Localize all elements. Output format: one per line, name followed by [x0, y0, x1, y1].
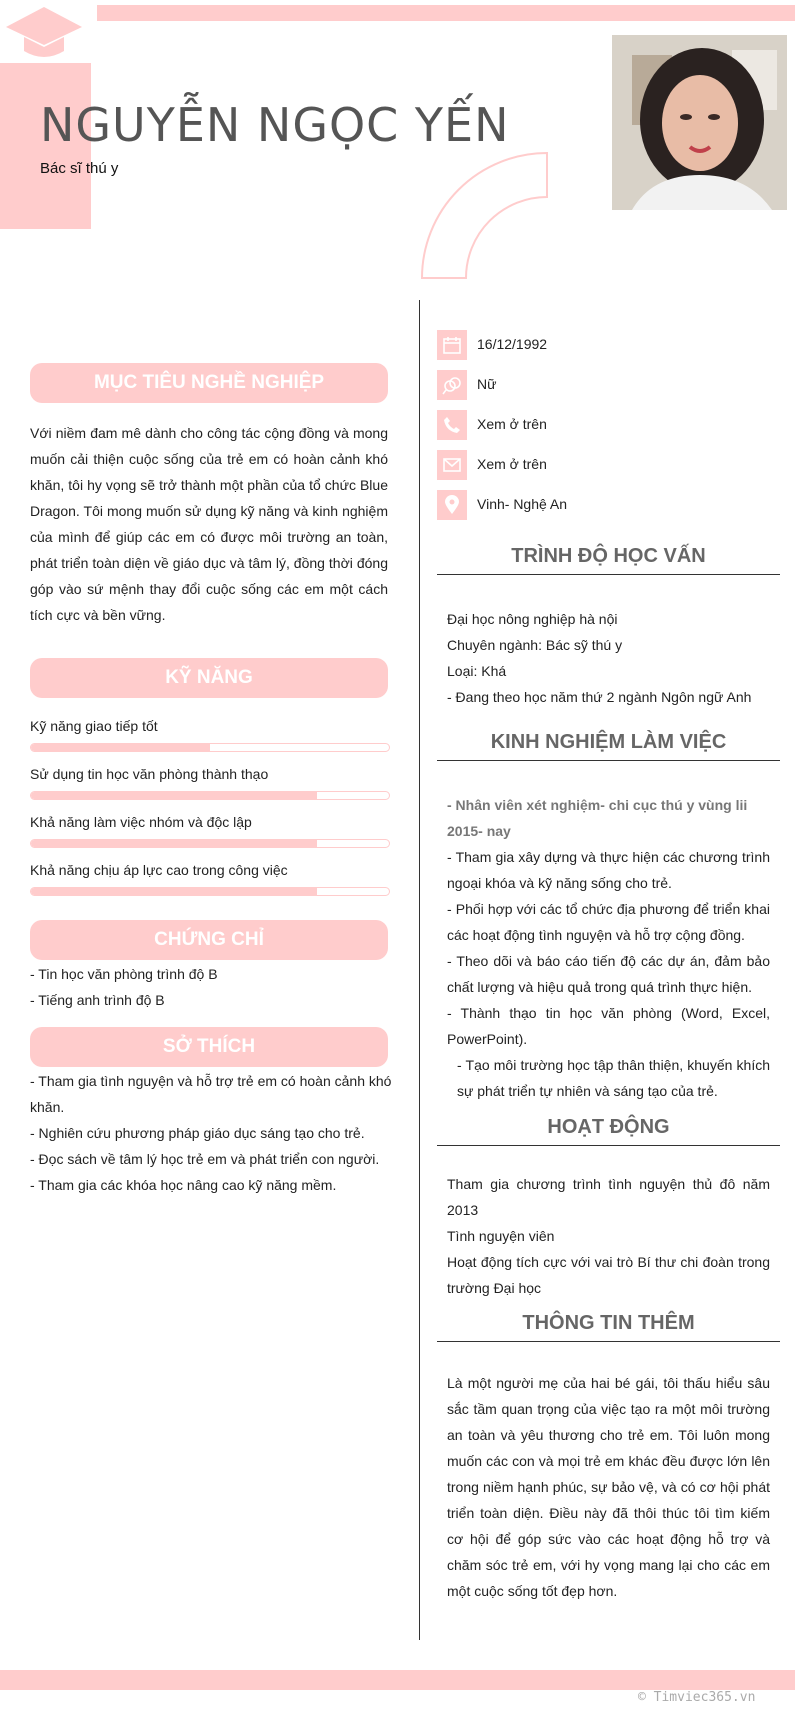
info-text: Vinh- Nghệ An — [477, 496, 568, 512]
bottom-decor-bar — [0, 1670, 795, 1690]
skills-heading: KỸ NĂNG — [30, 658, 388, 698]
info-text: Xem ở trên — [477, 416, 547, 432]
job-title: Bác sĩ thú y — [40, 160, 119, 177]
experience-line: - Tham gia xây dựng và thực hiện các chương trình ngoại khóa và kỹ năng sống cho trẻ. — [447, 849, 770, 891]
activity-line: Tham gia chương trình tình nguyện thủ đô năm 2013 — [447, 1176, 770, 1218]
skill-bar — [30, 743, 390, 752]
list-item: - Tham gia tình nguyện và hỗ trợ trẻ em có hoàn cảnh khó khăn. — [30, 1073, 392, 1115]
education-line: Đại học nông nghiệp hà nội — [447, 611, 618, 627]
graduation-cap-icon — [4, 5, 84, 63]
education-line: Loại: Khá — [447, 663, 507, 679]
candidate-name: NGUYỄN NGỌC YẾN — [40, 98, 510, 152]
activities-section — [447, 1171, 770, 1301]
skill-bar — [30, 791, 390, 800]
info-text: 16/12/1992 — [477, 336, 548, 352]
email-icon — [437, 450, 467, 480]
experience-line: - Theo dõi và báo cáo tiến độ các dự án, đảm bảo chất lượng và hiệu quả trong quá trình thực hiện. — [447, 953, 770, 995]
calendar-icon — [437, 330, 467, 360]
watermark: © Timviec365.vn — [638, 1690, 756, 1705]
skill-bar-fill — [31, 888, 317, 895]
info-text: Nữ — [477, 376, 497, 392]
objective-heading: MỤC TIÊU NGHỀ NGHIỆP — [30, 363, 388, 403]
activities-heading: HOẠT ĐỘNG — [437, 1116, 780, 1146]
phone-icon — [437, 410, 467, 440]
experience-title: - Nhân viên xét nghiệm- chi cục thú y vùng lii 2015- nay — [447, 797, 748, 839]
skill-bar-fill — [31, 840, 317, 847]
list-item: - Đọc sách về tâm lý học trẻ em và phát triển con người. — [30, 1151, 380, 1167]
education-line: Chuyên ngành: Bác sỹ thú y — [447, 637, 623, 653]
extra-info-text: Là một người mẹ của hai bé gái, tôi thấu hiểu sâu sắc tầm quan trọng của việc tạo ra một môi trường an toàn và yêu thương cho trẻ em. Tôi luôn mong muốn các con và mọi trẻ em khác đều được lớn lên trong niềm hạnh phúc, sự bảo vệ, và có cơ hội phát triển toàn diện. Điều này đã thôi thúc tôi tìm kiếm cơ hội để góp sức vào các hoạt động hỗ trợ và chăm sóc trẻ em, với hy vọng mang lại cho các em một cuộc sống tốt đẹp hơn. — [447, 1375, 770, 1599]
activity-line: Tình nguyện viên — [447, 1228, 555, 1244]
certificates-heading: CHỨNG CHỈ — [30, 920, 388, 960]
experience-line: - Tạo môi trường học tập thân thiện, khuyến khích sự phát triển tự nhiên và sáng tạo của trẻ. — [457, 1057, 770, 1099]
info-text: Xem ở trên — [477, 456, 547, 472]
skill-bar — [30, 887, 390, 896]
experience-section — [447, 792, 770, 1104]
education-line: - Đang theo học năm thứ 2 ngành Ngôn ngữ Anh — [447, 689, 752, 705]
experience-line: - Thành thạo tin học văn phòng (Word, Excel, PowerPoint). — [447, 1005, 770, 1047]
list-item: - Tham gia các khóa học nâng cao kỹ năng mềm. — [30, 1177, 337, 1193]
skill-label: Khả năng chịu áp lực cao trong công việc — [30, 862, 288, 878]
skill-bar-fill — [31, 744, 210, 751]
skill-bar — [30, 839, 390, 848]
skill-bar-fill — [31, 792, 317, 799]
skill-label: Sử dụng tin học văn phòng thành thạo — [30, 766, 269, 782]
certificates-list — [30, 961, 392, 1013]
column-divider — [419, 300, 420, 1640]
hobbies-heading: SỞ THÍCH — [30, 1027, 388, 1067]
experience-line: - Phối hợp với các tổ chức địa phương để triển khai các hoạt động tình nguyện và hỗ trợ cộng đồng. — [447, 901, 770, 943]
location-icon — [437, 490, 467, 520]
objective-text: Với niềm đam mê dành cho công tác cộng đồng và mong muốn cải thiện cuộc sống của trẻ em có hoàn cảnh khó khăn, tôi hy vọng sẽ trở thành một phần của tổ chức Blue Dragon. Tôi mong muốn sử dụng kỹ năng và kinh nghiệm của mình để giúp các em có được môi trường an toàn, phát triển toàn diện về giáo dục và tâm lý, đồng thời đóng góp vào sứ mệnh thay đổi cuộc sống các em một cách tích cực và bền vững. — [30, 425, 388, 623]
profile-photo — [612, 35, 787, 210]
skill-label: Kỹ năng giao tiếp tốt — [30, 718, 158, 734]
education-heading: TRÌNH ĐỘ HỌC VẤN — [437, 545, 780, 575]
extra-info-heading: THÔNG TIN THÊM — [437, 1312, 780, 1342]
list-item: - Tiếng anh trình độ B — [30, 992, 165, 1008]
gender-icon — [437, 370, 467, 400]
decor-arc — [420, 135, 550, 280]
person-portrait — [612, 35, 787, 210]
education-section — [447, 606, 770, 710]
skill-label: Khả năng làm việc nhóm và độc lập — [30, 814, 252, 830]
experience-heading: KINH NGHIỆM LÀM VIỆC — [437, 731, 780, 761]
hobbies-list — [30, 1068, 392, 1198]
list-item: - Nghiên cứu phương pháp giáo dục sáng tạo cho trẻ. — [30, 1125, 365, 1141]
activity-line: Hoạt động tích cực với vai trò Bí thư chi đoàn trong trường Đại học — [447, 1254, 770, 1296]
top-decor-bar — [97, 5, 795, 21]
list-item: - Tin học văn phòng trình độ B — [30, 966, 218, 982]
